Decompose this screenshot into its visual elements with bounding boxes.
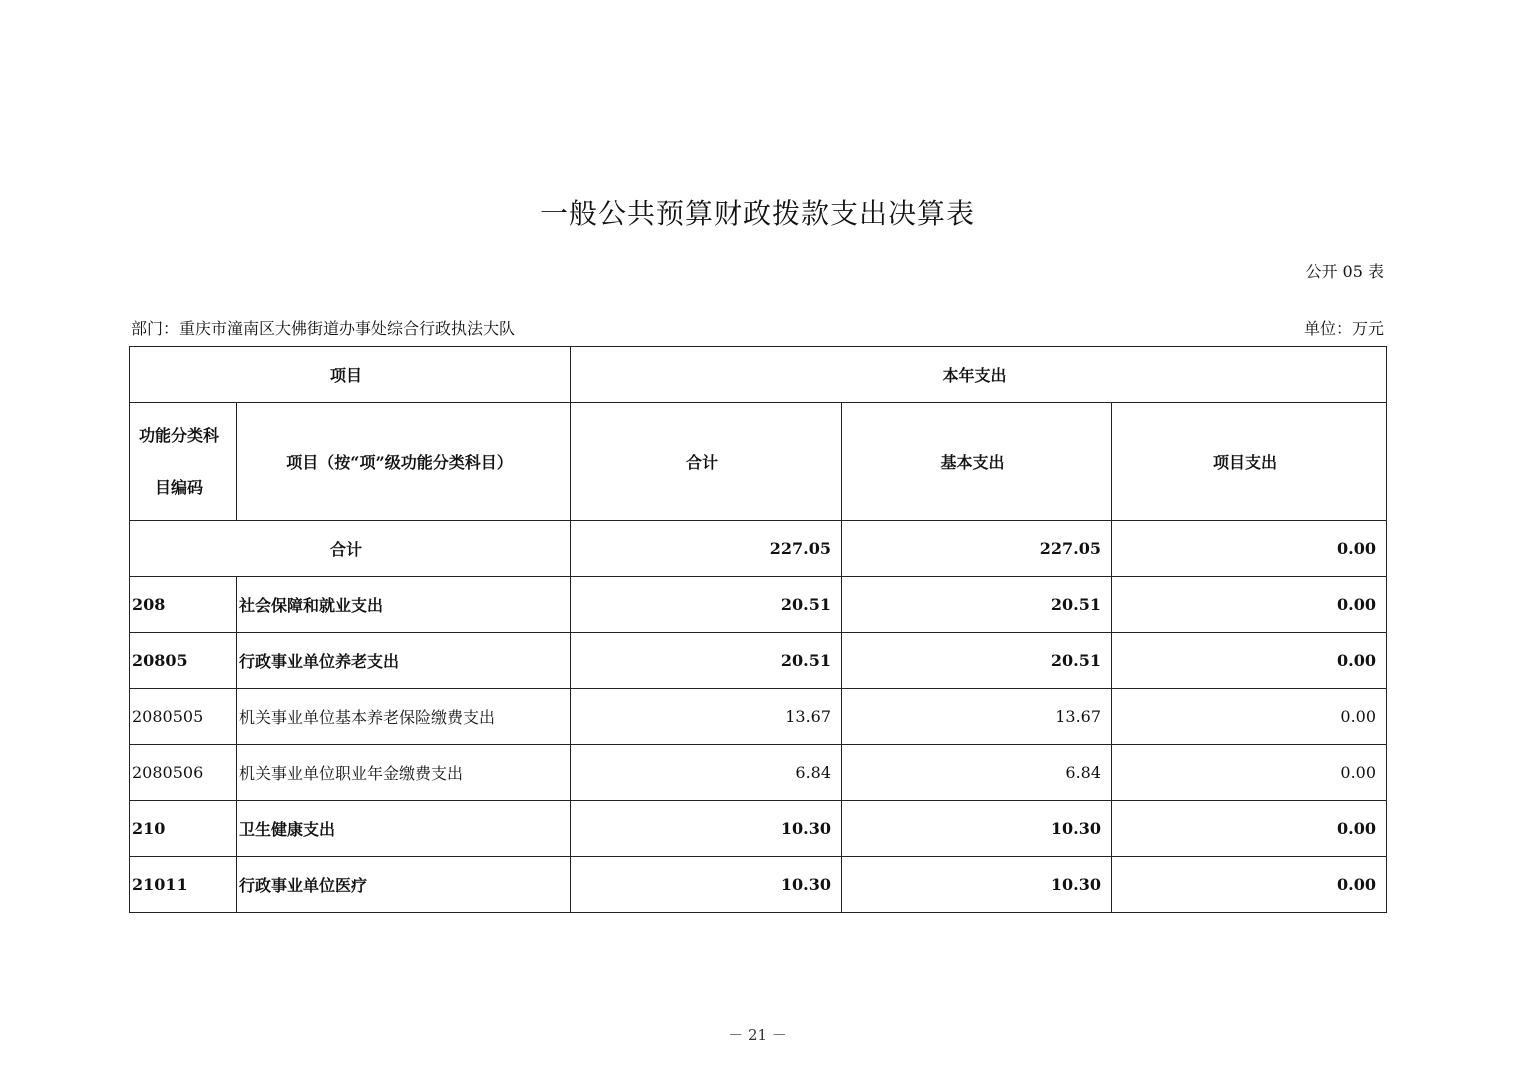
row-project: 0.00 [1112,857,1387,913]
table-row [130,577,1387,633]
header-project: 项目 [130,347,571,403]
table-row [130,801,1387,857]
total-label: 合计 [130,521,571,577]
header-row-1 [130,347,1387,403]
row-name: 机关事业单位职业年金缴费支出 [237,745,571,801]
row-name: 社会保障和就业支出 [237,577,571,633]
row-total: 6.84 [571,745,842,801]
row-total: 20.51 [571,577,842,633]
page-number: － 21 － [728,1026,787,1044]
header-item: 项目（按“项”级功能分类科目） [237,403,571,521]
row-name: 行政事业单位医疗 [237,857,571,913]
row-basic: 13.67 [842,689,1112,745]
total-basic: 227.05 [842,521,1112,577]
row-total: 10.30 [571,857,842,913]
table-row [130,745,1387,801]
row-name: 卫生健康支出 [237,801,571,857]
row-code: 2080506 [130,745,237,801]
header-current-year: 本年支出 [571,347,1387,403]
row-code: 21011 [130,857,237,913]
header-total: 合计 [571,403,842,521]
row-project: 0.00 [1112,633,1387,689]
row-basic: 6.84 [842,745,1112,801]
budget-table [129,346,1387,913]
table-row [130,633,1387,689]
row-project: 0.00 [1112,577,1387,633]
table-row [130,689,1387,745]
header-project-expense: 项目支出 [1112,403,1387,521]
row-total: 13.67 [571,689,842,745]
row-total: 10.30 [571,801,842,857]
form-number: 公开 05 表 [1305,262,1384,281]
department-label: 部门：重庆市潼南区大佛街道办事处综合行政执法大队 [131,319,516,338]
row-code: 20805 [130,633,237,689]
row-name: 机关事业单位基本养老保险缴费支出 [237,689,571,745]
row-basic: 10.30 [842,857,1112,913]
table-row [130,857,1387,913]
row-basic: 20.51 [842,633,1112,689]
row-basic: 10.30 [842,801,1112,857]
row-project: 0.00 [1112,745,1387,801]
row-code: 208 [130,577,237,633]
header-row-2 [130,403,1387,521]
row-project: 0.00 [1112,801,1387,857]
row-name: 行政事业单位养老支出 [237,633,571,689]
row-total: 20.51 [571,633,842,689]
row-basic: 20.51 [842,577,1112,633]
header-basic: 基本支出 [842,403,1112,521]
total-row [130,521,1387,577]
header-code: 功能分类科目编码 [130,403,237,521]
page-title: 一般公共预算财政拨款支出决算表 [539,197,975,230]
unit-label: 单位：万元 [1303,319,1384,338]
row-code: 210 [130,801,237,857]
total-amount: 227.05 [571,521,842,577]
total-project: 0.00 [1112,521,1387,577]
row-project: 0.00 [1112,689,1387,745]
row-code: 2080505 [130,689,237,745]
